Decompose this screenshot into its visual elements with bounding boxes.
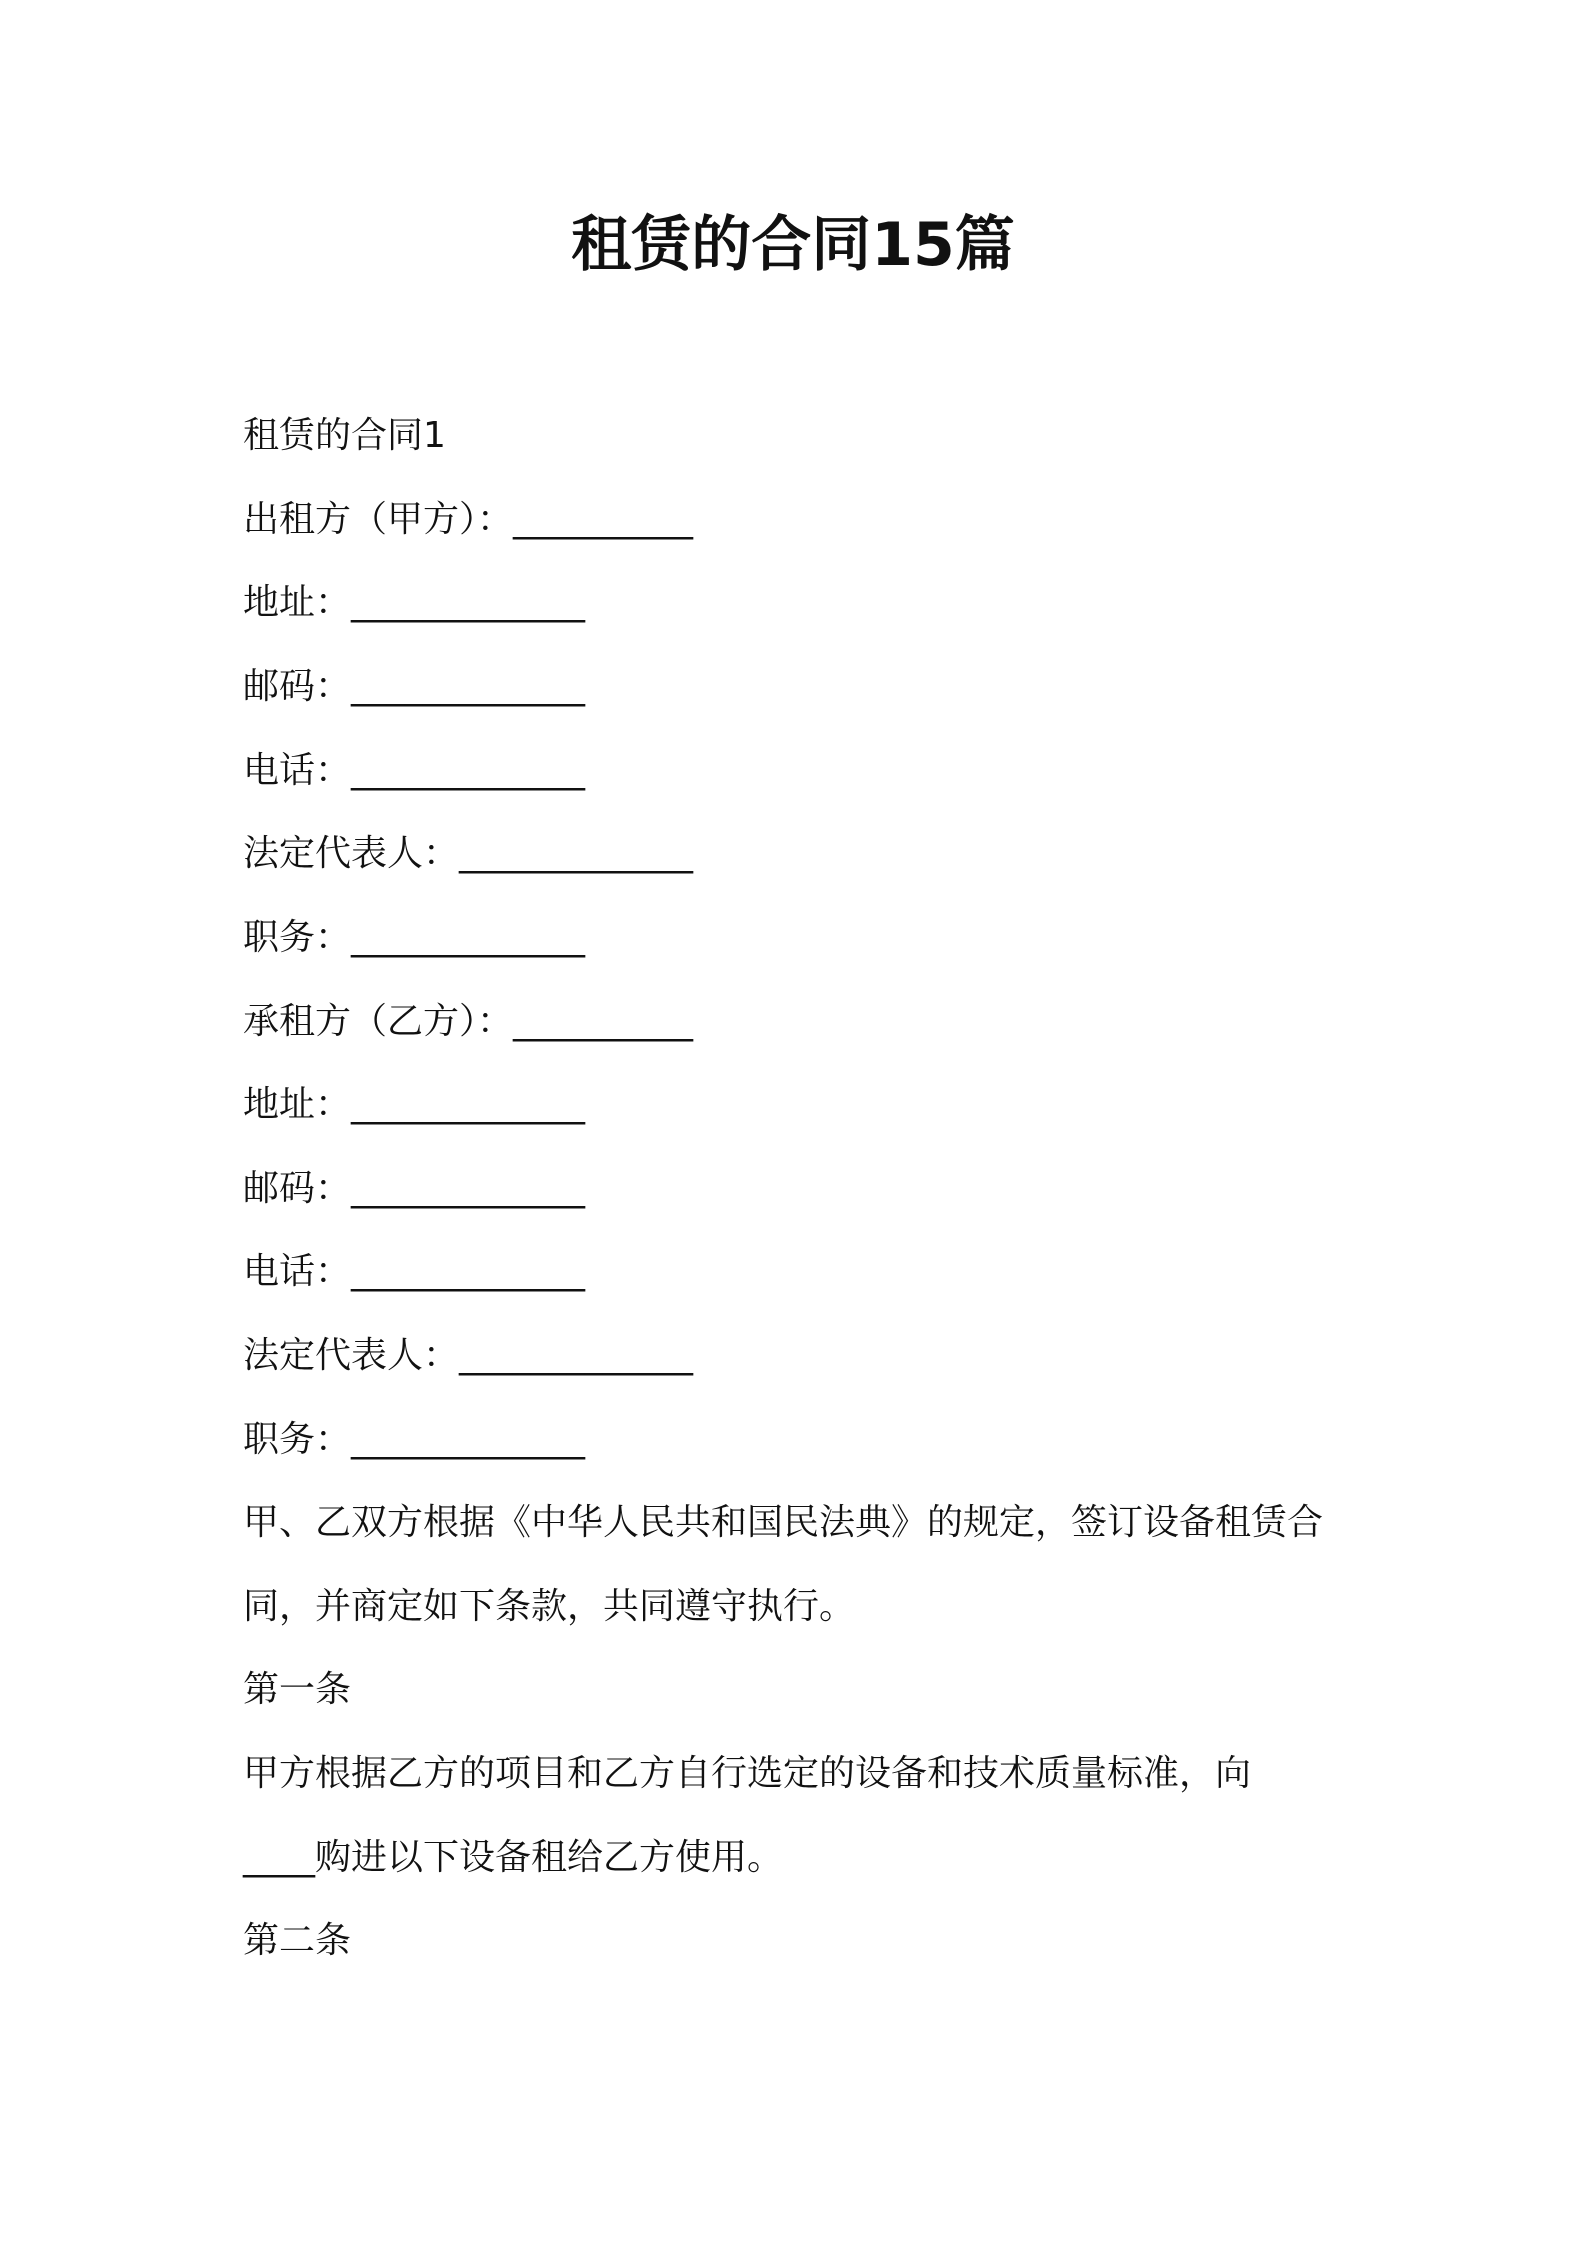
article-1-heading: 第一条 [243, 1669, 352, 1710]
lessor-label-line: 出租方（甲方）：__________ [243, 499, 694, 540]
lessee-phone-line: 电话：_____________ [243, 1251, 586, 1292]
lessor-postcode-line: 邮码：_____________ [243, 666, 586, 707]
lessee-position-line: 职务：_____________ [243, 1419, 586, 1460]
preamble-line-2: 同，并商定如下条款，共同遵守执行。 [243, 1586, 856, 1627]
lessee-label-line: 承租方（乙方）：__________ [243, 1001, 694, 1042]
lessee-address-line: 地址：_____________ [243, 1084, 586, 1125]
lessor-phone-line: 电话：_____________ [243, 750, 586, 791]
lessor-position-line: 职务：_____________ [243, 917, 586, 958]
article-1-text-line-2: ____购进以下设备租给乙方使用。 [243, 1837, 784, 1878]
lessee-legal-rep-line: 法定代表人：_____________ [243, 1335, 694, 1376]
preamble-line-1: 甲、乙双方根据《中华人民共和国民法典》的规定，签订设备租赁合 [243, 1502, 1324, 1543]
lessee-postcode-line: 邮码：_____________ [243, 1168, 586, 1209]
document-title: 租赁的合同15篇 [571, 210, 1015, 280]
article-2-heading: 第二条 [243, 1920, 352, 1961]
lessor-legal-rep-line: 法定代表人：_____________ [243, 833, 694, 874]
lessor-address-line: 地址：_____________ [243, 582, 586, 623]
contract-heading: 租赁的合同1 [243, 415, 446, 456]
article-1-text-line-1: 甲方根据乙方的项目和乙方自行选定的设备和技术质量标准，向 [243, 1753, 1252, 1794]
